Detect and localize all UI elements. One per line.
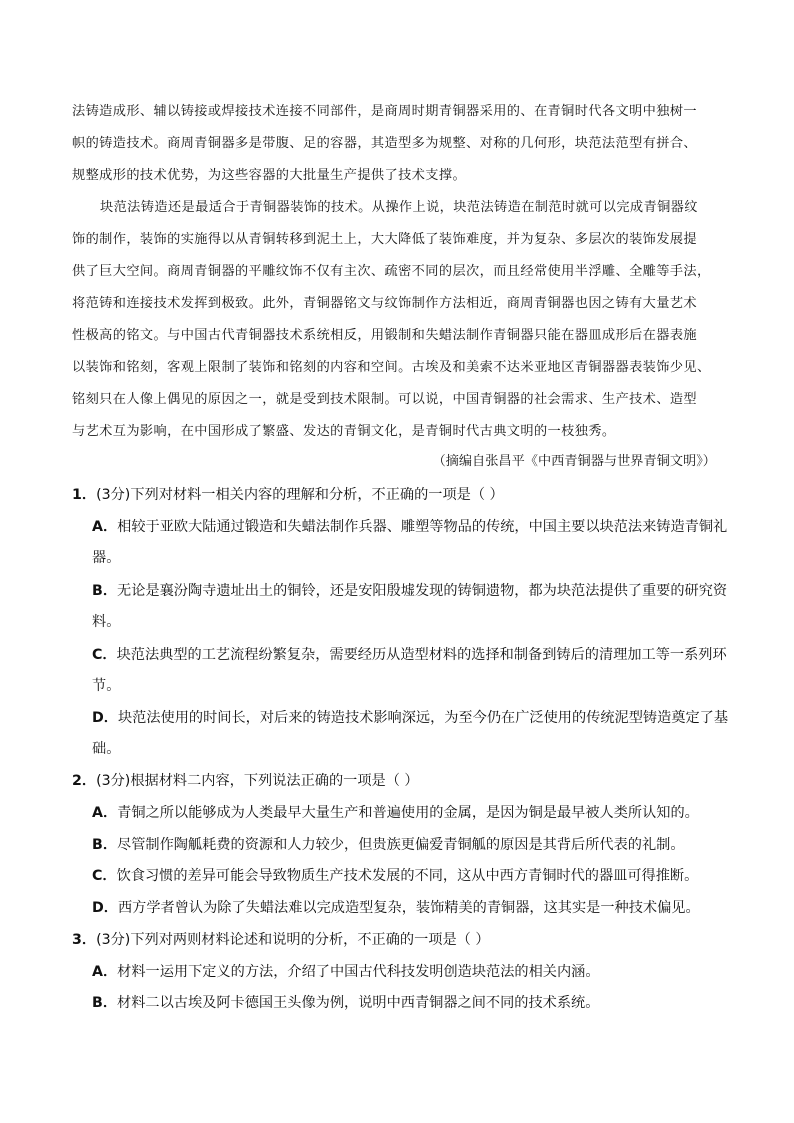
question-1-stem bbox=[72, 484, 504, 506]
option-letter: C． bbox=[92, 647, 117, 663]
option-letter: A． bbox=[92, 519, 118, 535]
passage-line: 法铸造成形、辅以铸接或焊接技术连接不同部件，是商周时期青铜器采用的、在青铜时代各文明中独树一 bbox=[72, 104, 698, 119]
question-2-stem bbox=[72, 770, 419, 792]
passage-source: （摘编自张昌平《中西青铜器与世界青铜文明》） bbox=[432, 454, 716, 469]
question-2-option-c[interactable] bbox=[92, 865, 698, 887]
option-text: 材料二以古埃及阿卡德国王头像为例，说明中西青铜器之间不同的技术系统。 bbox=[117, 995, 600, 1011]
passage-line: 与艺术互为影响，在中国形成了繁盛、发达的青铜文化，是青铜时代古典文明的一枝独秀。 bbox=[72, 424, 616, 439]
question-text: (3分)下列对材料一相关内容的理解和分析，不正确的一项是（ ） bbox=[96, 487, 504, 503]
option-continuation: 料。 bbox=[92, 614, 121, 630]
option-text: 尽管制作陶觚耗费的资源和人力较少，但贵族更偏爱青铜觚的原因是其背后所代表的礼制。 bbox=[117, 837, 685, 853]
question-3-stem bbox=[72, 929, 490, 951]
option-text: 块范法使用的时间长，对后来的铸造技术影响深远，为至今仍在广泛使用的传统泥型铸造奠定了基 bbox=[117, 710, 729, 726]
passage-line: 供了巨大空间。商周青铜器的平雕纹饰不仅有主次、疏密不同的层次，而且经常使用半浮雕、全雕等手法， bbox=[72, 264, 711, 279]
option-letter: B． bbox=[92, 995, 118, 1011]
question-1-option-a[interactable] bbox=[92, 516, 727, 538]
question-1-option-c[interactable] bbox=[92, 644, 727, 666]
question-1-option-b[interactable] bbox=[92, 580, 727, 602]
question-2-option-a[interactable] bbox=[92, 802, 699, 824]
passage-line: 以装饰和铭刻，客观上限制了装饰和铭刻的内容和空间。古埃及和美索不达米亚地区青铜器器表装饰少见、 bbox=[72, 360, 711, 375]
question-number: 2． bbox=[72, 773, 97, 789]
question-text: (3分)下列对两则材料论述和说明的分析，不正确的一项是（ ） bbox=[96, 932, 490, 948]
passage-line: 性极高的铭文。与中国古代青铜器技术系统相反，用锻制和失蜡法制作青铜器只能在器皿成形后在器表施 bbox=[72, 328, 698, 343]
question-2-option-d[interactable] bbox=[92, 897, 700, 919]
question-text: (3分)根据材料二内容，下列说法正确的一项是（ ） bbox=[96, 773, 419, 789]
option-letter: A． bbox=[92, 805, 118, 821]
option-text: 饮食习惯的差异可能会导致物质生产技术发展的不同，这从中西方青铜时代的器皿可得推断。 bbox=[116, 868, 699, 884]
passage-line: 铭刻只在人像上偶见的原因之一，就是受到技术限制。可以说，中国青铜器的社会需求、生产技术、造型 bbox=[72, 392, 698, 407]
option-letter: B． bbox=[92, 583, 118, 599]
option-text: 无论是襄汾陶寺遗址出土的铜铃，还是安阳殷墟发现的铸铜遗物，都为块范法提供了重要的研究资 bbox=[117, 583, 728, 599]
option-text: 块范法典型的工艺流程纷繁复杂，需要经历从造型材料的选择和制备到铸后的清理加工等一系列环 bbox=[116, 647, 727, 663]
question-3-option-a[interactable] bbox=[92, 961, 600, 983]
passage-line: 帜的铸造技术。商周青铜器多是带腹、足的容器，其造型多为规整、对称的几何形，块范法范型有拼合、 bbox=[72, 136, 698, 151]
option-text: 相较于亚欧大陆通过锻造和失蜡法制作兵器、雕塑等物品的传统，中国主要以块范法来铸造青铜礼 bbox=[117, 519, 728, 535]
question-2-option-b[interactable] bbox=[92, 834, 685, 856]
option-letter: D． bbox=[92, 710, 118, 726]
option-letter: C． bbox=[92, 868, 117, 884]
option-text: 青铜之所以能够成为人类最早大量生产和普遍使用的金属，是因为铜是最早被人类所认知的。 bbox=[117, 805, 699, 821]
question-3-option-b[interactable] bbox=[92, 992, 599, 1014]
passage-line: 规整成形的技术优势，为这些容器的大批量生产提供了技术支撑。 bbox=[72, 168, 467, 183]
option-text: 西方学者曾认为除了失蜡法难以完成造型复杂，装饰精美的青铜器，这其实是一种技术偏见。 bbox=[117, 900, 700, 916]
option-letter: B． bbox=[92, 837, 118, 853]
option-continuation: 节。 bbox=[92, 678, 121, 694]
option-continuation: 础。 bbox=[92, 741, 121, 757]
option-letter: A． bbox=[92, 964, 118, 980]
passage-line: 块范法铸造还是最适合于青铜器装饰的技术。从操作上说，块范法铸造在制范时就可以完成青铜器纹 bbox=[100, 200, 698, 215]
question-1-option-d[interactable] bbox=[92, 707, 728, 729]
question-number: 3． bbox=[72, 932, 97, 948]
question-number: 1． bbox=[72, 487, 97, 503]
passage-line: 将范铸和连接技术发挥到极致。此外，青铜器铭文与纹饰制作方法相近，商周青铜器也因之铸有大量艺术 bbox=[72, 296, 698, 311]
option-letter: D． bbox=[92, 900, 118, 916]
option-continuation: 器。 bbox=[92, 550, 121, 566]
option-text: 材料一运用下定义的方法，介绍了中国古代科技发明创造块范法的相关内涵。 bbox=[117, 964, 600, 980]
passage-line: 饰的制作，装饰的实施得以从青铜转移到泥土上，大大降低了装饰难度，并为复杂、多层次的装饰发展提 bbox=[72, 232, 698, 247]
